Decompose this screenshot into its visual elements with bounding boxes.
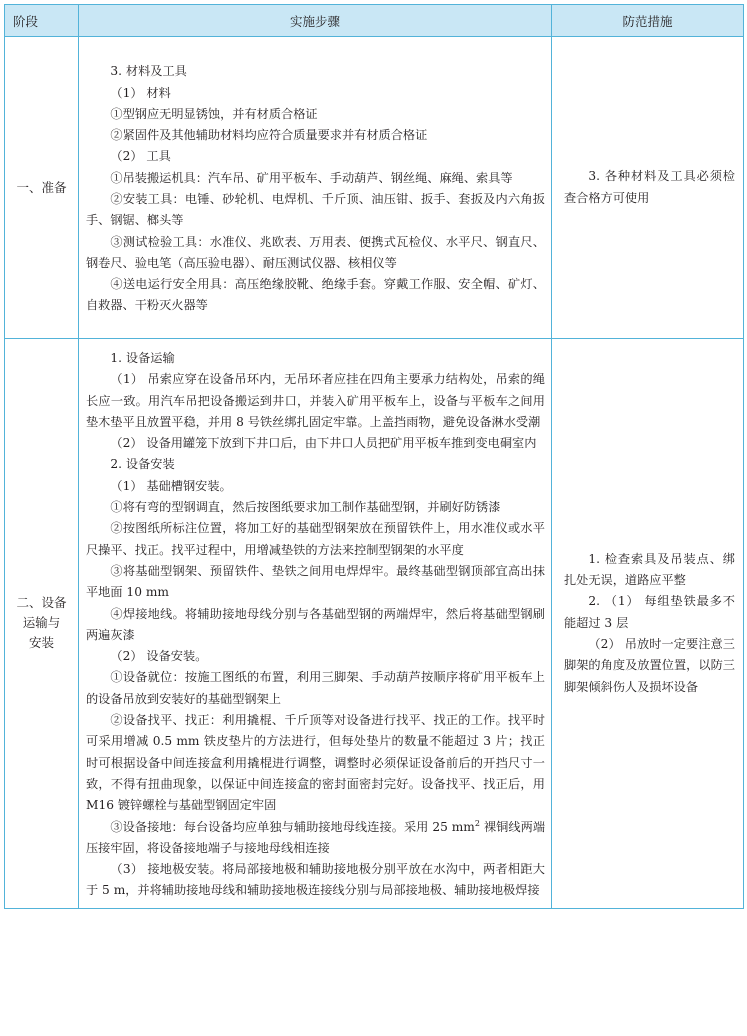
step-line: ①吊装搬运机具：汽车吊、矿用平板车、手动葫芦、钢丝绳、麻绳、索具等 — [110, 170, 513, 185]
step-line: ②紧固件及其他辅助材料均应符合质量要求并有材质合格证 — [110, 128, 428, 143]
stage-preparation: 一、准备 — [5, 37, 79, 339]
grounding-text-a: ③设备接地：每台设备均应单独与辅助接地母线连接。采用 25 mm — [110, 819, 475, 834]
step-line: ①将有弯的型钢调直，然后按图纸要求加工制作基础型钢，并刷好防锈漆 — [110, 500, 501, 515]
step-line: ①型钢应无明显锈蚀，并有材质合格证 — [110, 106, 318, 121]
step-line: （2） 工具 — [110, 149, 171, 164]
table-header-row — [5, 5, 744, 37]
steps-preparation — [79, 37, 552, 339]
measures-preparation — [552, 37, 744, 339]
header-steps: 实施步骤 — [79, 5, 552, 37]
step-line: （3） 接地极安装。将局部接地极和辅助接地极分别平放在水沟中，两者相距大于 5 m，并将辅助接地母线和辅助接地极连接线分别与局部接地极、辅助接地极焊接 — [86, 862, 545, 898]
step-line-grounding — [86, 817, 545, 860]
measure-line: 2. （1） 每组垫铁最多不能超过 3 层 — [564, 594, 735, 630]
step-line: ②设备找平、找正：利用撬棍、千斤顶等对设备进行找平、找正的工作。找平时可采用增减 0.5 mm 铁皮垫片的方法进行，但每处垫片的数量不能超过 3 片；找正时可根据设备中间连接盒利用撬棍进行调整，调整时必须保证设备前后的开挡尺寸一致，不得有扭曲现象，以保证中间连接盒的密封面密封完好。设备找平、找正后，用 M16 镀锌螺栓与基础型钢固定牢固 — [86, 713, 545, 813]
step-line: ①设备就位：按施工图纸的布置，利用三脚架、手动葫芦按顺序将矿用平板车上的设备吊放到安装好的基础型钢架上 — [86, 670, 545, 706]
table-row-transport-install — [5, 339, 744, 909]
steps-transport-install — [79, 339, 552, 909]
stage-line: 安装 — [28, 635, 54, 651]
stage-transport-install — [5, 339, 79, 909]
step-line: 1. 设备运输 — [110, 351, 175, 365]
step-line: ②按图纸所标注位置，将加工好的基础型钢架放在预留铁件上，用水准仪或水平尺操平、找正。找平过程中，用增减垫铁的方法来控制型钢架的水平度 — [86, 521, 545, 557]
step-line: 3. 材料及工具 — [110, 64, 187, 79]
step-line: （1） 基础槽钢安装。 — [110, 478, 232, 493]
header-measures: 防范措施 — [552, 5, 744, 37]
grounding-text-b: 裸铜线两端压接牢固，将设备接地端子与接地母线相连接 — [86, 819, 546, 855]
step-line: （1） 材料 — [110, 85, 171, 100]
step-line: 2. 设备安装 — [110, 457, 175, 472]
step-line: （2） 设备用罐笼下放到下井口后，由下井口人员把矿用平板车推到变电硐室内 — [110, 436, 537, 451]
measure-line: 1. 检查索具及吊装点、绑扎处无误，道路应平整 — [564, 551, 735, 588]
construction-steps-table — [4, 4, 744, 909]
measure-line: （2） 吊放时一定要注意三脚架的角度及放置位置，以防三脚架倾斜伤人及损坏设备 — [564, 637, 735, 694]
measure-line: 3. 各种材料及工具必须检查合格方可使用 — [564, 169, 735, 205]
stage-line: 二、设备 — [16, 595, 67, 611]
step-line: ③测试检验工具：水准仪、兆欧表、万用表、便携式瓦检仪、水平尺、钢直尺、钢卷尺、验电笔（高压验电器）、耐压测试仪器、核相仪等 — [86, 234, 545, 270]
header-stage: 阶段 — [5, 5, 79, 37]
stage-line: 运输与 — [22, 615, 61, 631]
step-line: ④焊接地线。将辅助接地母线分别与各基础型钢的两端焊牢，然后将基础型钢刷两遍灰漆 — [86, 606, 545, 642]
step-line: ③将基础型钢架、预留铁件、垫铁之间用电焊焊牢。最终基础型钢顶部宜高出抹平地面 10 mm — [86, 563, 545, 600]
table-row-preparation — [5, 37, 744, 339]
grounding-superscript: 2 — [474, 818, 480, 828]
step-line: ④送电运行安全用具：高压绝缘胶靴、绝缘手套。穿戴工作服、安全帽、矿灯、自救器、干粉灭火器等 — [86, 277, 545, 313]
step-line: （2） 设备安装。 — [110, 649, 208, 664]
step-line: （1） 吊索应穿在设备吊环内，无吊环者应挂在四角主要承力结构处，吊索的绳长应一致。用汽车吊把设备搬运到井口，并装入矿用平板车上，设备与平板车之间用垫木垫平且放置平稳，并用 8 号铁丝绑扎固定牢靠。上盖挡雨物，避免设备淋水受潮 — [86, 372, 545, 429]
measures-transport-install — [552, 339, 744, 909]
step-line: ②安装工具：电锤、砂轮机、电焊机、千斤顶、油压钳、扳手、套扳及内六角扳手、钢锯、榔头等 — [86, 192, 545, 228]
